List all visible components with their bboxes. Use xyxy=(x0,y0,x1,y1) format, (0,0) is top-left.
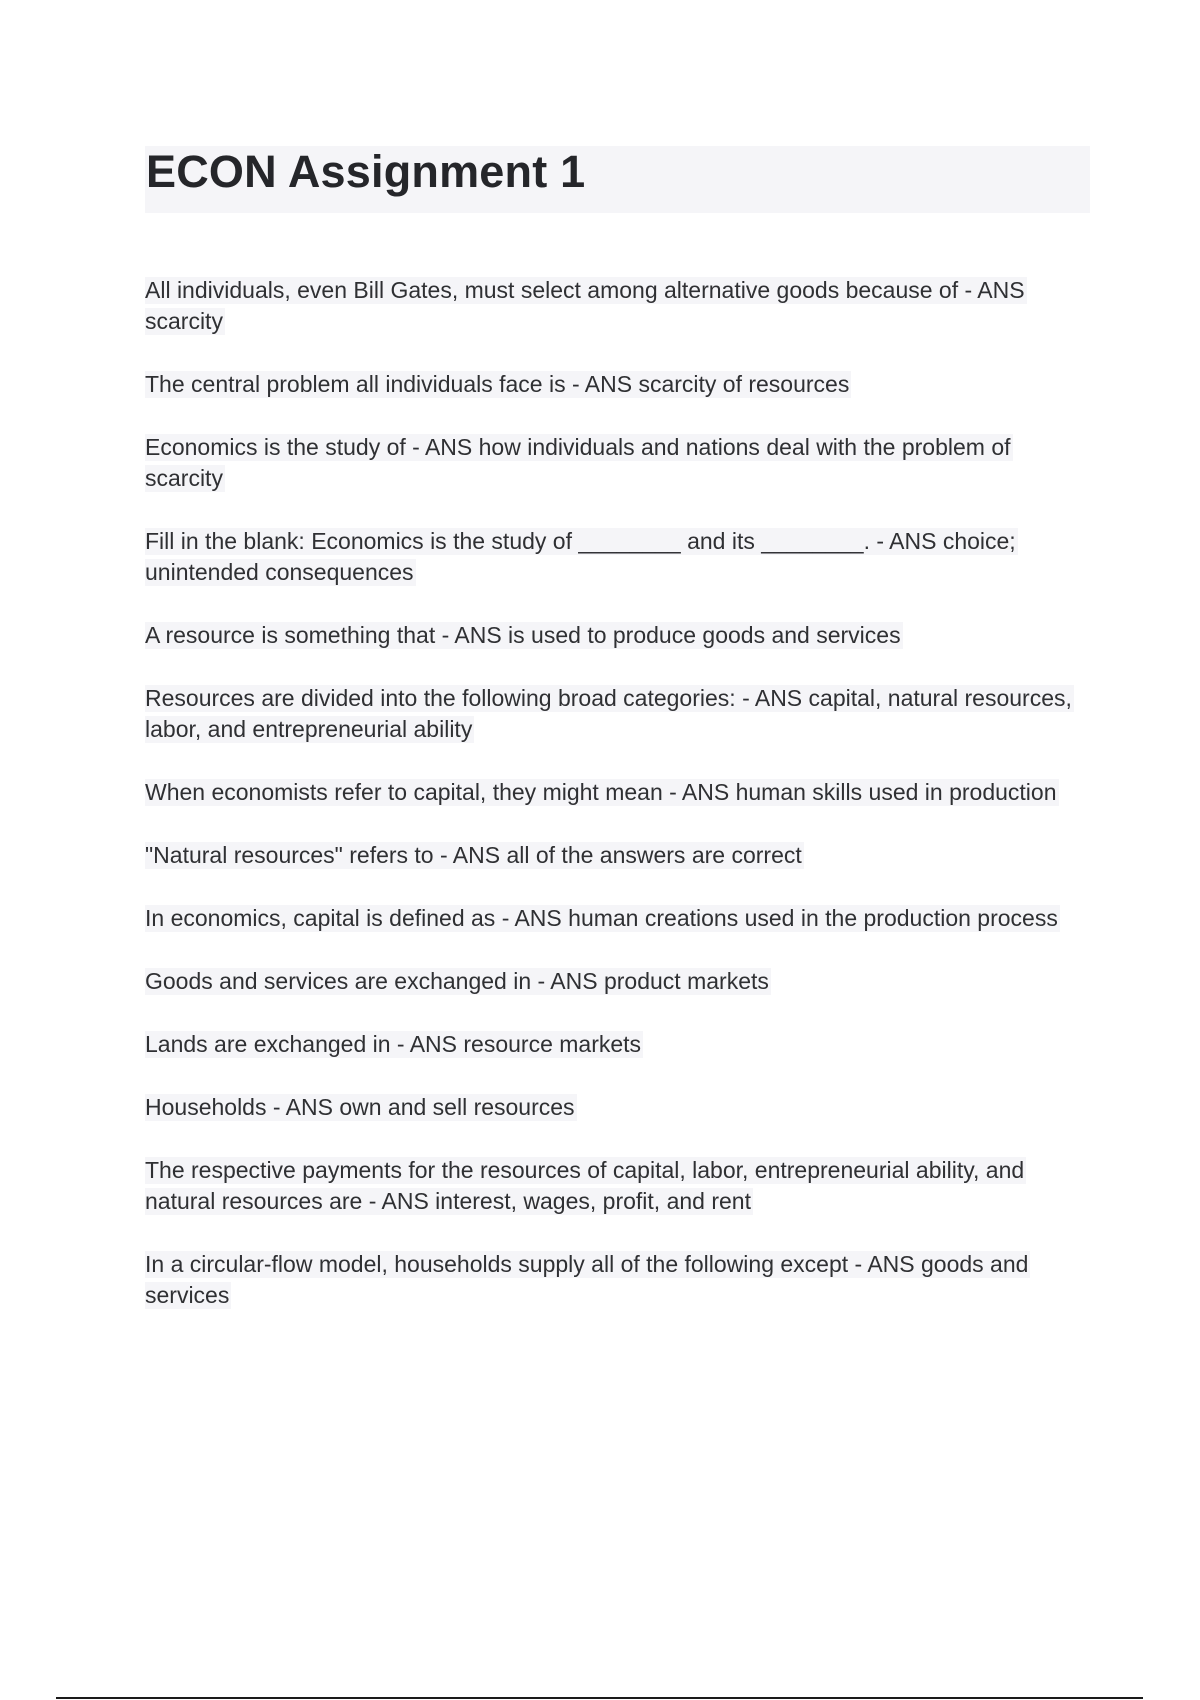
qa-text: A resource is something that - ANS is used to produce goods and services xyxy=(145,622,901,648)
qa-item xyxy=(145,1092,1090,1123)
qa-text: Economics is the study of - ANS how individuals and nations deal with the problem of scarcity xyxy=(145,434,1011,491)
qa-item xyxy=(145,620,1090,651)
qa-text: The central problem all individuals face is - ANS scarcity of resources xyxy=(145,371,850,397)
qa-item xyxy=(145,432,1090,494)
qa-item xyxy=(145,1249,1090,1311)
qa-text: "Natural resources" refers to - ANS all of the answers are correct xyxy=(145,842,802,868)
qa-item xyxy=(145,275,1090,337)
qa-item xyxy=(145,840,1090,871)
qa-text: Lands are exchanged in - ANS resource markets xyxy=(145,1031,642,1057)
qa-item xyxy=(145,526,1090,588)
qa-text: In economics, capital is defined as - ANS human creations used in the production process xyxy=(145,905,1058,931)
qa-text: Households - ANS own and sell resources xyxy=(145,1094,575,1120)
qa-item xyxy=(145,777,1090,808)
qa-text: Goods and services are exchanged in - ANS product markets xyxy=(145,968,769,994)
qa-list xyxy=(145,275,1090,1343)
qa-text: When economists refer to capital, they might mean - ANS human skills used in production xyxy=(145,779,1057,805)
qa-text: In a circular-flow model, households supply all of the following except - ANS goods and services xyxy=(145,1251,1029,1308)
qa-text: Resources are divided into the following broad categories: - ANS capital, natural resources, labor, and entrepreneurial ability xyxy=(145,685,1072,742)
page-title: ECON Assignment 1 xyxy=(146,146,586,197)
qa-text: Fill in the blank: Economics is the study of ________ and its ________. - ANS choice; unintended consequences xyxy=(145,528,1016,585)
qa-item xyxy=(145,369,1090,400)
qa-text: All individuals, even Bill Gates, must select among alternative goods because of - ANS scarcity xyxy=(145,277,1025,334)
qa-text: The respective payments for the resources of capital, labor, entrepreneurial ability, and natural resources are - ANS interest, wages, profit, and rent xyxy=(145,1157,1025,1214)
qa-item xyxy=(145,1155,1090,1217)
qa-item xyxy=(145,683,1090,745)
qa-item xyxy=(145,966,1090,997)
qa-item xyxy=(145,1029,1090,1060)
qa-item xyxy=(145,903,1090,934)
footer-divider xyxy=(56,1697,1143,1699)
